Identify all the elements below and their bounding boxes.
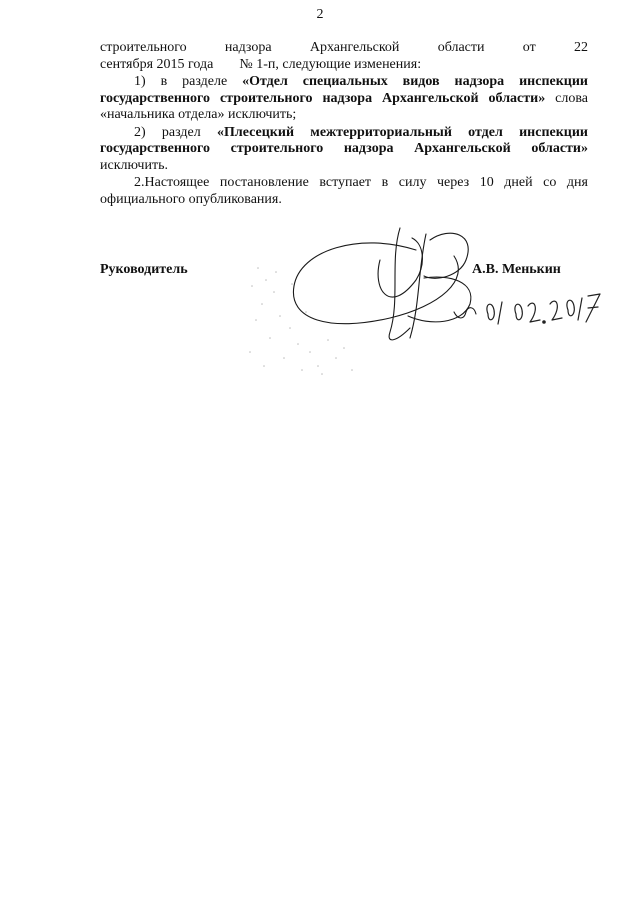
intro-word: строительного — [100, 40, 187, 55]
intro-line-2 — [100, 57, 588, 74]
page-number: 2 — [316, 7, 324, 22]
intro-word: Архангельской — [309, 40, 400, 55]
signature-strokes — [293, 228, 476, 340]
item-2-prefix: 2) раздел — [134, 124, 218, 140]
intro-number: № 1-п, следующие изменения: — [239, 56, 422, 72]
document-body — [100, 40, 588, 208]
item-3-paragraph: 2.Настоящее постановление вступает в силу через 10 дней со дня официального опубликования. — [100, 175, 588, 207]
signature-image — [240, 220, 610, 390]
stamp-dots — [249, 267, 353, 375]
intro-word: области — [437, 40, 485, 55]
intro-word: надзора — [224, 40, 272, 55]
item-2-suffix: исключить. — [100, 157, 168, 173]
intro-word: 22 — [574, 40, 588, 55]
item-2-paragraph — [100, 125, 588, 175]
item-1-section-name: «Отдел специальных видов надзора инспекции государственного строительного надзора Архангельской области» — [100, 74, 588, 106]
intro-word: от — [522, 40, 536, 55]
item-2-section-name: «Плесецкий межтерриториальный отдел инспекции государственного строительного надзора Архангельской области» — [100, 124, 588, 156]
item-1-paragraph — [100, 74, 588, 124]
intro-date: сентября 2015 года — [100, 56, 214, 72]
item-1-suffix: слова «начальника отдела» исключить; — [100, 90, 588, 122]
item-1-prefix: 1) в разделе — [134, 74, 243, 89]
intro-line-1 — [100, 40, 588, 57]
signatory-title: Руководитель — [100, 262, 188, 277]
handwritten-date — [487, 294, 600, 324]
signatory-name: А.В. Менькин — [472, 262, 561, 277]
